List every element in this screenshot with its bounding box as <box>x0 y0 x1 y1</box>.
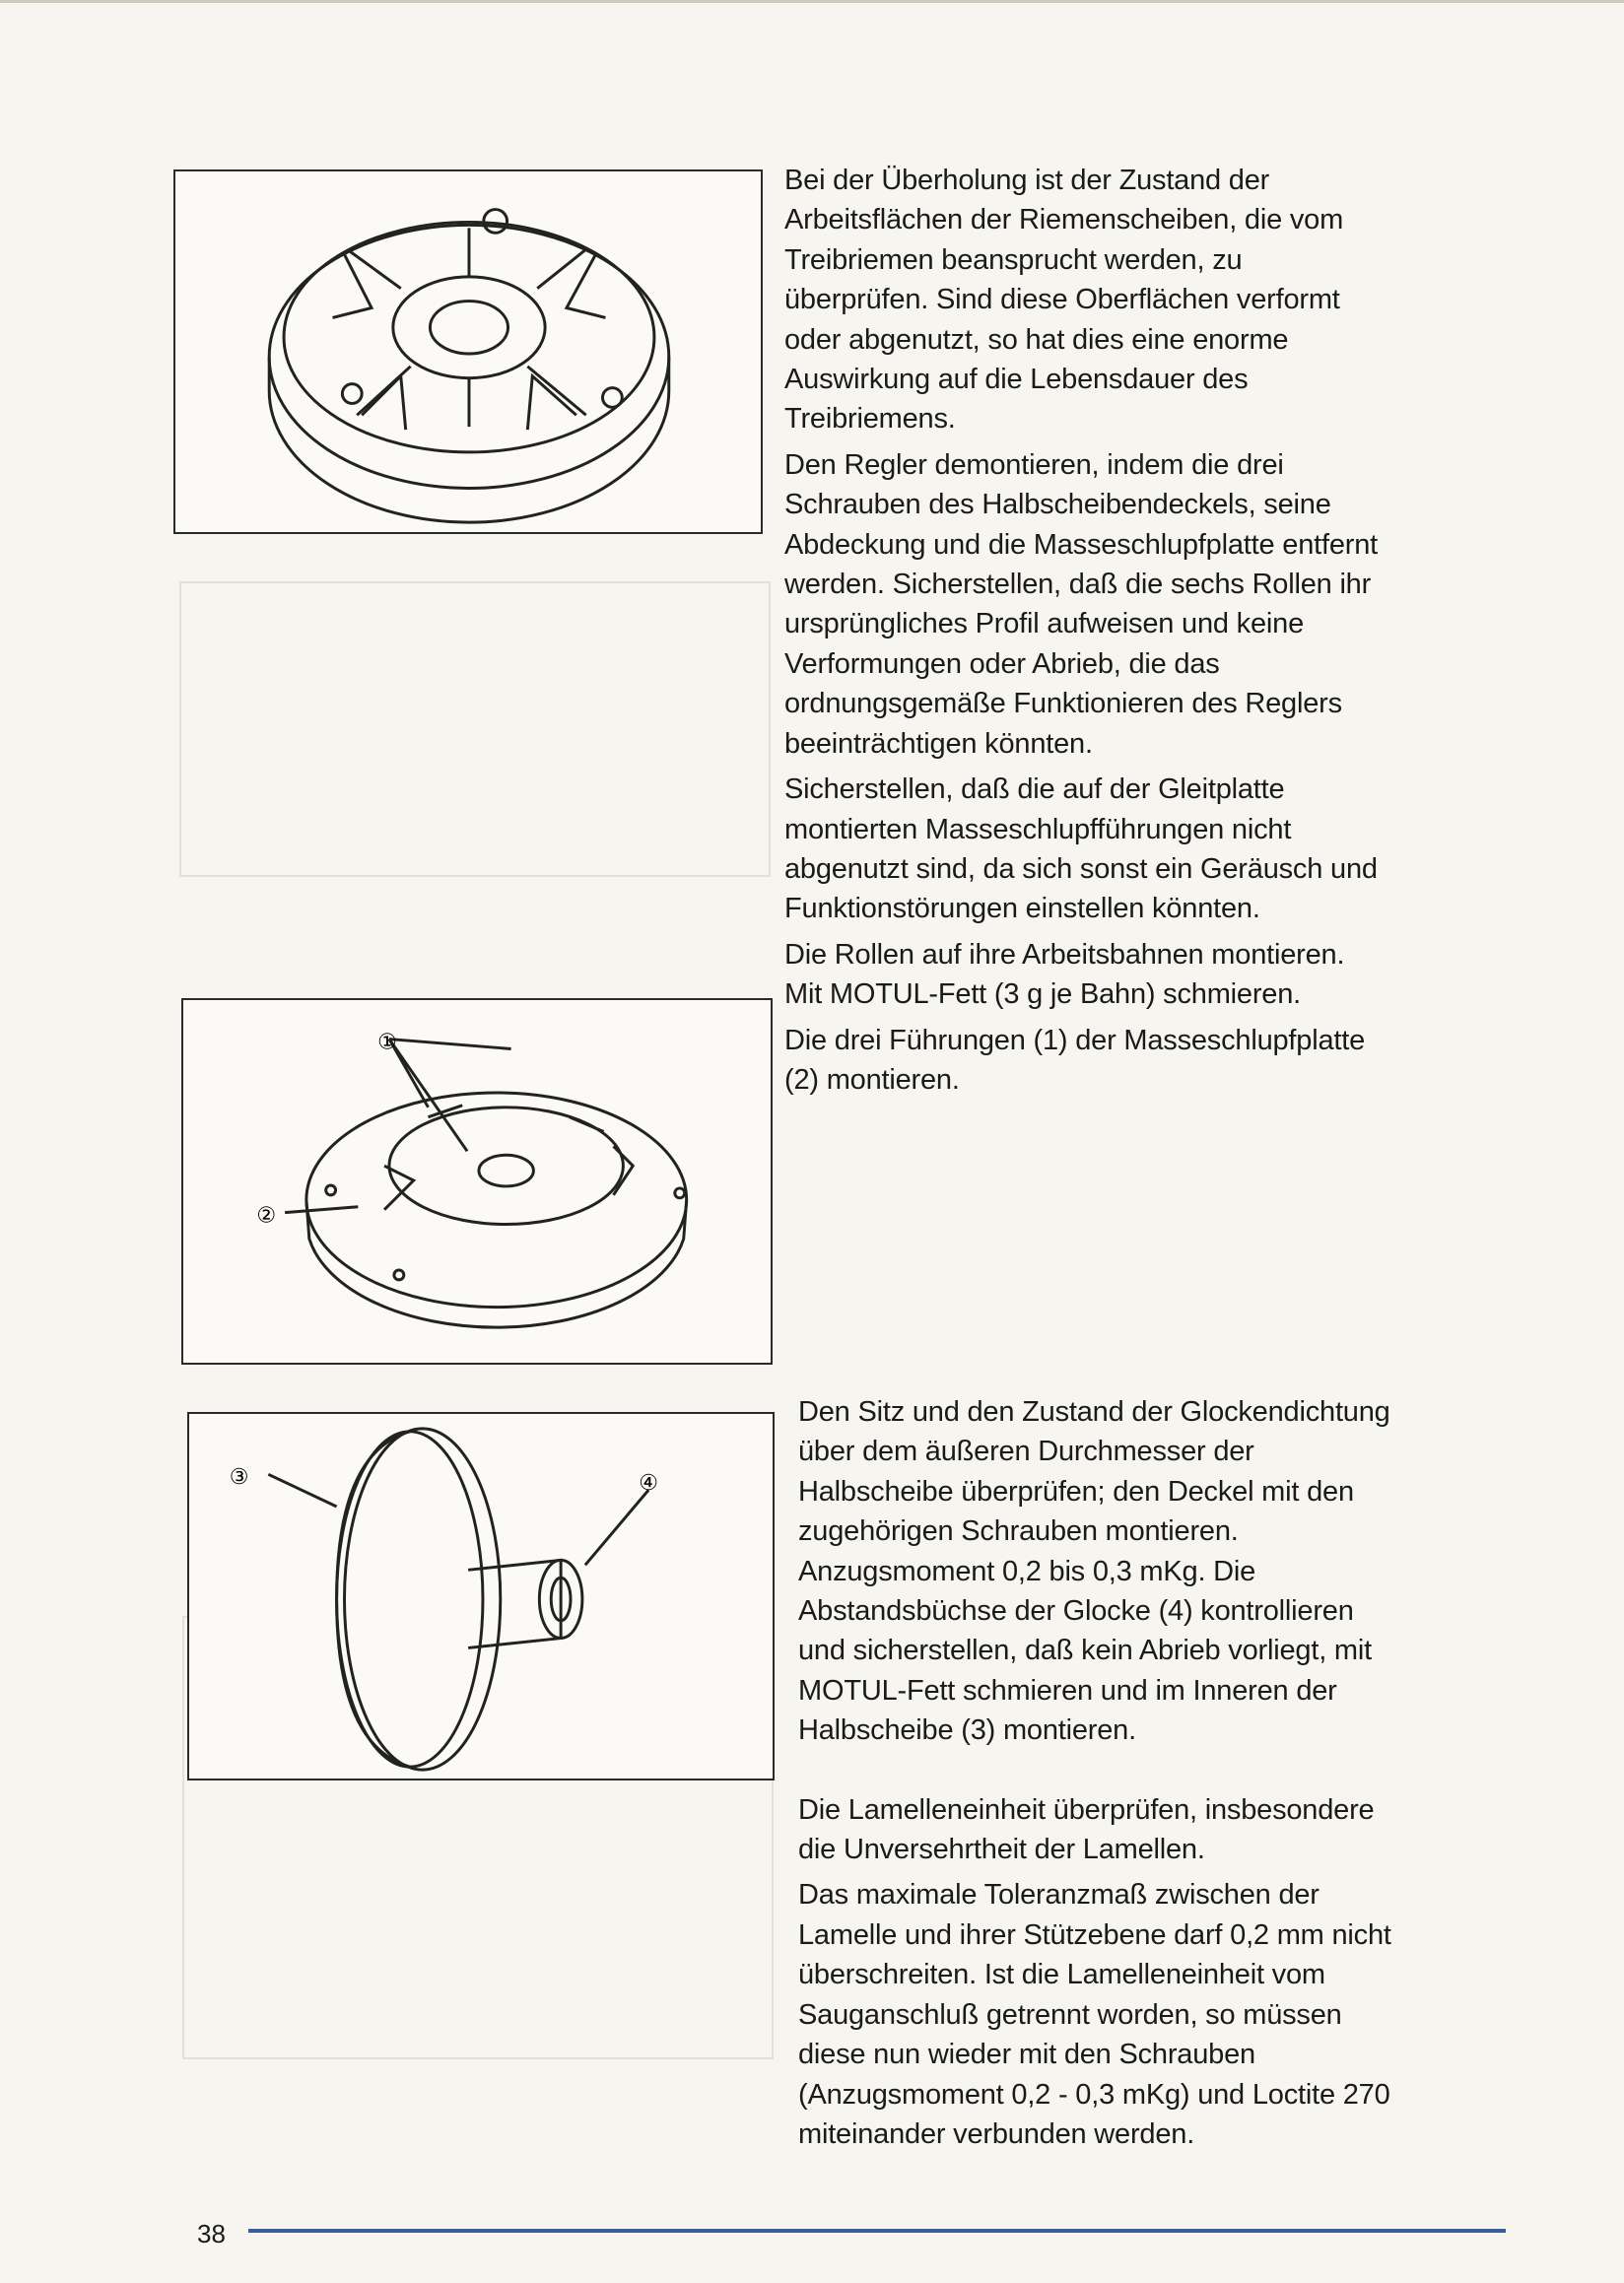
callout-4: ④ <box>639 1471 658 1497</box>
text-line: MOTUL-Fett schmieren und im Inneren der <box>798 1674 1337 1707</box>
text-line: Treibriemen beansprucht werden, zu <box>784 243 1243 276</box>
paragraph-gleitplatte <box>784 770 1378 929</box>
text-line: Auswirkung auf die Lebensdauer des <box>784 364 1249 396</box>
show-through-frame <box>179 581 771 877</box>
footer-rule <box>248 2229 1506 2233</box>
text-line: Anzugsmoment 0,2 bis 0,3 mKg. Die <box>798 1555 1256 1587</box>
text-line: montierten Masseschlupfführungen nicht <box>784 813 1292 845</box>
text-line: Das maximale Toleranzmaß zwischen der <box>798 1879 1320 1912</box>
paragraph-rollen <box>784 935 1378 1015</box>
text-line: Abstandsbüchse der Glocke (4) kontrollieren <box>798 1595 1354 1628</box>
text-line: überprüfen. Sind diese Oberflächen verformt <box>784 284 1340 316</box>
text-line: Bei der Überholung ist der Zustand der <box>784 165 1270 196</box>
text-line: Die drei Führungen (1) der Masseschlupfplatte <box>784 1024 1366 1056</box>
paragraph-lamellen <box>798 1790 1391 1870</box>
text-line: diese nun wieder mit den Schrauben <box>798 2039 1255 2071</box>
text-line: Halbscheibe (3) montieren. <box>798 1714 1136 1747</box>
text-line: Verformungen oder Abrieb, die das <box>784 647 1220 680</box>
text-line: abgenutzt sind, da sich sonst ein Geräusch und <box>784 852 1378 885</box>
page-number: 38 <box>197 2219 226 2249</box>
text-line: Arbeitsflächen der Riemenscheiben, die vom <box>784 204 1344 236</box>
text-line: ursprüngliches Profil aufweisen und keine <box>784 608 1304 640</box>
paragraph-fuehrungen <box>784 1021 1378 1101</box>
paragraph-overhaul <box>784 161 1378 439</box>
text-line: Halbscheibe überprüfen; den Deckel mit den <box>798 1475 1354 1508</box>
text-line: werden. Sicherstellen, daß die sechs Rollen ihr <box>784 569 1372 601</box>
ramp-plate-drawing <box>183 1000 771 1363</box>
text-line: über dem äußeren Durchmesser der <box>798 1436 1254 1468</box>
figure-pulley <box>173 169 763 534</box>
text-line: oder abgenutzt, so hat dies eine enorme <box>784 323 1289 356</box>
text-line: Die Rollen auf ihre Arbeitsbahnen montieren. <box>784 938 1345 971</box>
text-line: (Anzugsmoment 0,2 - 0,3 mKg) und Loctite 270 <box>798 2078 1390 2111</box>
text-line: Sauganschluß getrennt worden, so müssen <box>798 1998 1342 2031</box>
text-line: miteinander verbunden werden. <box>798 2117 1195 2150</box>
figure-half-pulley <box>187 1412 775 1780</box>
callout-3: ③ <box>229 1465 249 1491</box>
text-line: Schrauben des Halbscheibendeckels, seine <box>784 489 1331 521</box>
text-line: Abdeckung und die Masseschlupfplatte entfernt <box>784 528 1379 561</box>
text-line: und sicherstellen, daß kein Abrieb vorliegt, mit <box>798 1635 1372 1667</box>
text-column-lower <box>798 1392 1391 2160</box>
text-line: Mit MOTUL-Fett (3 g je Bahn) schmieren. <box>784 978 1302 1011</box>
text-line: beeinträchtigen könnten. <box>784 727 1093 760</box>
figure-ramp-plate <box>181 998 773 1365</box>
text-line: zugehörigen Schrauben montieren. <box>798 1515 1239 1548</box>
text-line: Den Sitz und den Zustand der Glockendichtung <box>798 1396 1390 1428</box>
text-line: Sicherstellen, daß die auf der Gleitplatte <box>784 773 1285 806</box>
text-line: (2) montieren. <box>784 1063 960 1096</box>
text-line: ordnungsgemäße Funktionieren des Reglers <box>784 688 1342 720</box>
text-line: Den Regler demontieren, indem die drei <box>784 448 1284 481</box>
paragraph-toleranz <box>798 1875 1391 2154</box>
callout-1: ① <box>377 1030 397 1055</box>
text-line: Treibriemens. <box>784 403 956 436</box>
paragraph-glocke <box>798 1392 1391 1751</box>
pulley-drawing <box>175 171 761 532</box>
text-line: die Unversehrtheit der Lamellen. <box>798 1834 1205 1866</box>
text-line: überschreiten. Ist die Lamelleneinheit vom <box>798 1959 1325 1991</box>
text-line: Lamelle und ihrer Stützebene darf 0,2 mm nicht <box>798 1918 1391 1951</box>
paragraph-regler <box>784 445 1378 764</box>
page-edge <box>0 0 1624 3</box>
text-column-upper <box>784 161 1378 1106</box>
text-line: Die Lamelleneinheit überprüfen, insbesondere <box>798 1793 1375 1826</box>
text-line: Funktionstörungen einstellen könnten. <box>784 893 1260 925</box>
callout-2: ② <box>256 1203 276 1229</box>
half-pulley-drawing <box>189 1414 773 1779</box>
